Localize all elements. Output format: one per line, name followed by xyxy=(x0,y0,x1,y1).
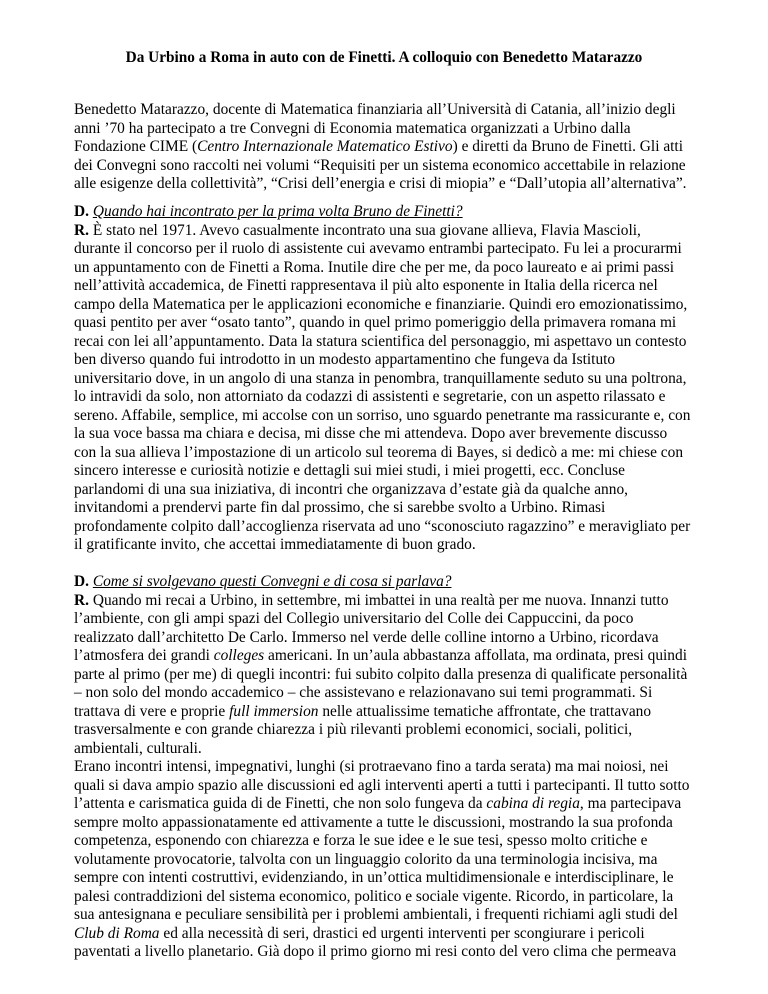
answer-line: parte al primo (per me) di quegli incontri: fui subito colpito dalla presenza di qualificate personalità xyxy=(74,665,688,683)
answer-line: nell’attività accademica, de Finetti rappresentava il più alto esponente in Italia della ricerca nel xyxy=(74,277,658,294)
answer-line: Club di Roma ed alla necessità di seri, drastici ed urgenti interventi per scongiurare i pericoli xyxy=(74,924,645,942)
answer-line: sincero interesse e curiosità notizie e dettagli sui miei studi, i miei progetti, ecc. Concluse xyxy=(74,462,625,479)
answer-line: un appuntamento con de Finetti a Roma. Inutile dire che per me, da poco laureato e ai primi passi xyxy=(74,258,675,276)
answer-line: ben diverso quando fui introdotto in un modesto appartamentino che fungeva da Istituto xyxy=(74,351,616,368)
answer-line: campo della Matematica per le applicazioni economiche e finanziarie. Quindi ero emozionatissimo, xyxy=(74,295,688,313)
answer-line: Erano incontri intensi, impegnativi, lunghi (si protraevano fino a tarda serata) ma mai noiosi, nei xyxy=(74,758,669,775)
answer-line: sempre molto appassionatamente ed attivamente a tutte le discussioni, mostrando la sua profonda xyxy=(74,813,673,831)
answer-line: R. Quando mi recai a Urbino, in settembre, mi imbattei in una realtà per me nuova. Innanzi tutto xyxy=(74,591,669,609)
answer-line: parlandomi di una sua iniziativa, di incontri che organizzava d’estate già da qualche anno, xyxy=(74,480,628,498)
intro-paragraph xyxy=(74,101,706,194)
intro-line: alle esigenze della collettività”, “Crisi dell’energia e crisi di miopia” e “Dall’utopia all’alternativa”. xyxy=(74,175,687,192)
answer-line: quasi pentito per aver “osato tanto”, quando in quel primo pomeriggio della primavera romana mi xyxy=(74,314,677,331)
question-line: D. Come si svolgevano questi Convegni e di cosa si parlava? xyxy=(74,573,452,590)
interview-section-1 xyxy=(74,203,706,555)
document-title: Da Urbino a Roma in auto con de Finetti. A colloquio con Benedetto Matarazzo xyxy=(125,49,643,66)
answer-line: universitario dove, in un angolo di una stanza in penombra, tranquillamente seduto su una poltrona, xyxy=(74,369,687,387)
answer-line: volutamente provocatorie, talvolta con un linguaggio colorito da una terminologia incisiva, ma xyxy=(74,850,658,868)
answer-line: durante il concorso per il ruolo di assistente cui avevamo entrambi partecipato. Fu lei a procurarmi xyxy=(74,240,682,257)
answer-line: paventati a livello planetario. Già dopo il primo giorno mi resi conto del vero clima che permeava xyxy=(74,943,677,960)
answer-line: realizzato dall’architetto De Carlo. Immerso nel verde delle colline intorno a Urbino, ricordava xyxy=(74,628,659,646)
answer-line: ambientali, culturali. xyxy=(74,739,202,757)
answer-line: palesi contraddizioni del sistema economico, politico e sociale vigente. Ricordo, in particolare, la xyxy=(74,887,674,905)
answer-line: trasversalmente e con grande chiarezza i più rilevanti problemi economici, sociali, politici, xyxy=(74,721,633,738)
intro-line: Fondazione CIME (Centro Internazionale Matematico Estivo) e diretti da Bruno de Finetti. Gli atti xyxy=(74,138,683,155)
answer-line: l’attenta e carismatica guida di de Finetti, che non solo fungeva da cabina di regia, ma partecipava xyxy=(74,795,682,812)
answer-line: profondamente colpito dall’accoglienza riservata ad uno “sconosciuto ragazzino” e meravigliato per xyxy=(74,517,691,535)
answer-line: il gratificante invito, che accettai immediatamente di buon grado. xyxy=(74,536,476,553)
answer-line: sua antesignana e peculiare sensibilità per i problemi ambientali, i frequenti richiami agli studi del xyxy=(74,906,678,923)
answer-line: l’ambiente, con gli ampi spazi del Collegio universitario del Colle dei Cappuccini, da poco xyxy=(74,610,634,627)
answer-line: competenza, esponendo con chiarezza e forza le sue idee e le sue tesi, spesso molto critiche e xyxy=(74,832,648,849)
question-line: D. Quando hai incontrato per la prima volta Bruno de Finetti? xyxy=(74,203,463,220)
answer-line: sereno. Affabile, semplice, mi accolse con un sorriso, uno sguardo penetrante ma rassicurante e, con xyxy=(74,406,691,424)
answer-line: trattava di vere e proprie full immersion nelle attualissime tematiche affrontate, che trattavano xyxy=(74,702,652,720)
answer-line: quali si dava ampio spazio alle discussioni ed agli interventi aperti a tutti i partecipanti. Il tutto sotto xyxy=(74,776,690,794)
intro-line: dei Convegni sono raccolti nei volumi “Requisiti per un sistema economico accettabile in relazione xyxy=(74,156,686,174)
answer-line: sempre con intenti costruttivi, evidenziando, in un’ottica multidimensionale e interdisciplinare, le xyxy=(74,869,674,886)
answer-line: invitandomi a prendervi parte fin dal prossimo, che si sarebbe svolto a Urbino. Rimasi xyxy=(74,499,606,516)
interview-section-2 xyxy=(74,573,706,962)
answer-line: con la sua allieva l’impostazione di un articolo sul teorema di Bayes, si dedicò a me: mi chiese con xyxy=(74,443,684,461)
answer-line: l’atmosfera dei grandi colleges americani. In un’aula abbastanza affollata, ma ordinata, presi quindi xyxy=(74,647,687,664)
answer-line: lo intravidi da solo, non attorniato da codazzi di assistenti e segretarie, con un aspetto rilassato e xyxy=(74,388,666,405)
intro-line: anni ’70 ha partecipato a tre Convegni di Economia matematica organizzati a Urbino dalla xyxy=(74,119,631,137)
intro-line: Benedetto Matarazzo, docente di Matematica finanziaria all’Università di Catania, all’inizio degli xyxy=(74,101,676,118)
answer-line: la sua voce bassa ma chiara e decisa, mi disse che mi attendeva. Dopo aver brevemente discusso xyxy=(74,425,668,442)
answer-line: R. È stato nel 1971. Avevo casualmente incontrato una sua giovane allieva, Flavia Mascioli, xyxy=(74,221,641,239)
answer-line: – non solo del mondo accademico – che assistevano e relazionavano sui temi programmati. Si xyxy=(74,684,653,701)
answer-line: recai con lei all’appuntamento. Data la statura scientifica del personaggio, mi aspettavo un contesto xyxy=(74,332,687,350)
